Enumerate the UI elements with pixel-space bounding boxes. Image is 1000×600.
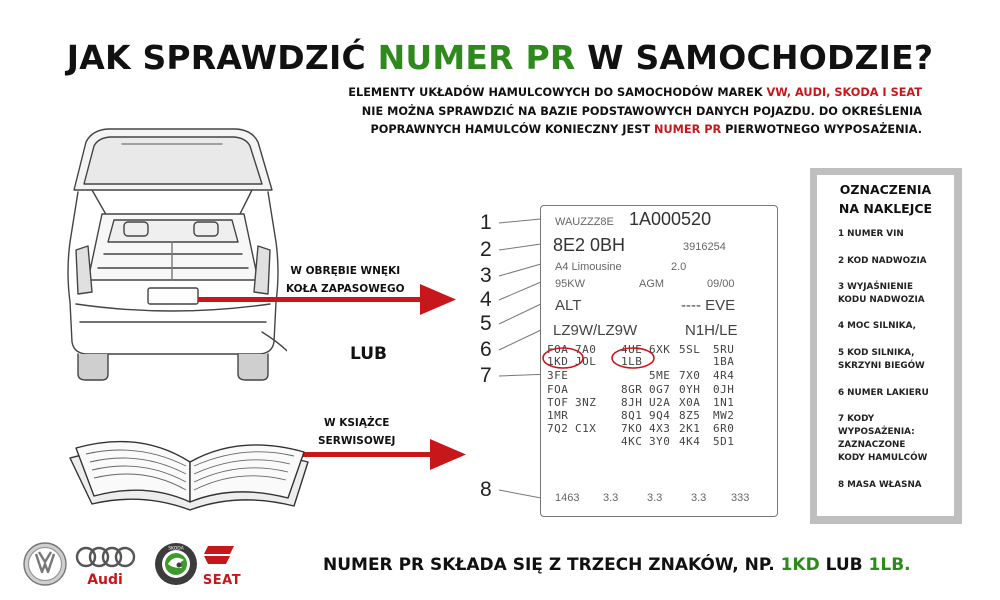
sticker-line-number: 6 — [480, 338, 492, 361]
weight-value: 3.3 — [647, 492, 663, 504]
sticker-color: LZ9W/LZ9W — [553, 322, 638, 339]
legend-item: 8 MASA WŁASNA — [838, 480, 922, 490]
pr-code: 3NZ — [575, 396, 597, 409]
page-title: JAK SPRAWDZIĆ NUMER PR W SAMOCHODZIE? — [66, 38, 934, 77]
pr-code: 5SL — [679, 343, 701, 356]
pr-code: C1X — [575, 422, 597, 435]
legend-item: 1 NUMER VIN — [838, 229, 904, 239]
pr-code: JOL — [575, 355, 597, 368]
pr-code: 8Q1 — [621, 409, 643, 422]
legend-item: SKRZYNI BIEGÓW — [838, 361, 925, 371]
weight-value: 3.3 — [603, 492, 619, 504]
brand-logo-row — [22, 540, 262, 594]
pr-code: 1N1 — [713, 396, 735, 409]
pr-code: 7Q2 — [547, 422, 569, 435]
sticker-desc-right: 2.0 — [671, 261, 687, 273]
legend-item-highlight: ZAZNACZONE — [838, 440, 906, 450]
sticker-paint: ALT — [555, 297, 582, 314]
sticker-vin: 1A000520 — [629, 209, 712, 229]
pr-code: 9Q4 — [649, 409, 671, 422]
vehicle-data-sticker — [540, 205, 778, 517]
sticker-line-number: 5 — [480, 312, 492, 335]
pr-code: X0A — [679, 396, 701, 409]
legend-item: 3 WYJAŚNIENIE — [838, 282, 913, 292]
pr-code: 8Z5 — [679, 409, 701, 422]
pr-code: 4K4 — [679, 435, 701, 448]
pr-code: 6R0 — [713, 422, 735, 435]
pr-code: 1MR — [547, 409, 569, 422]
sticker-color-right: N1H/LE — [685, 322, 738, 339]
audi-wordmark: Audi — [87, 572, 123, 588]
pr-code: 0JH — [713, 383, 735, 396]
weight-value: 3.3 — [691, 492, 707, 504]
pr-code: 8GR — [621, 383, 643, 396]
legend-item: 2 KOD NADWOZIA — [838, 256, 927, 266]
sticker-line-number: 4 — [480, 288, 492, 311]
brake-code-highlight — [541, 206, 779, 518]
red-arrow-icon — [198, 282, 458, 322]
sticker-engine-right: 09/00 — [707, 278, 735, 290]
sticker-line-number: 2 — [480, 238, 492, 261]
pr-code: U2A — [649, 396, 671, 409]
pr-code: 4X3 — [649, 422, 671, 435]
pr-code: 5RU — [713, 343, 735, 356]
callout-service-book: W KSIĄŻCE SERWISOWEJ — [318, 417, 396, 447]
callout-spare-wheel: W OBRĘBIE WNĘKI KOŁA ZAPASOWEGO — [286, 265, 405, 295]
car-rear-illustration — [62, 122, 287, 382]
legend-item: 5 KOD SILNIKA, — [838, 348, 915, 358]
pr-code: 3Y0 — [649, 435, 671, 448]
pr-code: 4KC — [621, 435, 643, 448]
weight-value: 333 — [731, 492, 750, 504]
sticker-engine: 95KW — [555, 278, 585, 290]
legend-item: 7 KODY — [838, 414, 875, 424]
sticker-desc: A4 Limousine — [555, 261, 622, 273]
pr-code: 1KD — [547, 355, 569, 368]
sticker-line-number: 7 — [480, 364, 492, 387]
sticker-vin-prefix: WAUZZZ8E — [555, 216, 614, 228]
weight-value: 1463 — [555, 492, 580, 504]
pr-code: 6XK — [649, 343, 671, 356]
brand-logos — [22, 540, 262, 599]
legend-item: WYPOSAŻENIA: — [838, 427, 915, 437]
vw-logo — [24, 543, 66, 585]
pr-code: 2K1 — [679, 422, 701, 435]
pr-code: 8JH — [621, 396, 643, 409]
seat-wordmark: SEAT — [202, 573, 242, 588]
sticker-gearbox: AGM — [639, 278, 665, 290]
pr-code: 3FE — [547, 369, 569, 382]
legend-item: 6 NUMER LAKIERU — [838, 388, 929, 398]
bottom-statement: NUMER PR SKŁADA SIĘ Z TRZECH ZNAKÓW, NP. 1KD LUB 1LB. — [323, 555, 911, 575]
sticker-paint-right: ---- EVE — [681, 297, 736, 314]
pr-code: MW2 — [713, 409, 735, 422]
legend-item: 4 MOC SILNIKA, — [838, 321, 916, 331]
pr-code: 7A0 — [575, 343, 597, 356]
pr-code: 1LB — [621, 355, 643, 368]
legend-title: OZNACZENIA NA NAKLEJCE — [838, 182, 933, 216]
pr-code: FOA — [547, 343, 569, 356]
audi-logo — [77, 548, 134, 566]
pr-code: 1BA — [713, 355, 735, 368]
skoda-ring-text: SKODA — [168, 546, 184, 552]
pr-code: 0YH — [679, 383, 701, 396]
legend-item: KODY HAMULCÓW — [838, 453, 928, 463]
intro-text: ELEMENTY UKŁADÓW HAMULCOWYCH DO SAMOCHODÓW MAREK VW, AUDI, SKODA I SEAT NIE MOŻNA SPRAWDZIĆ NA BAZIE PODSTAWOWYCH DANYCH POJAZDU. DO OKREŚLENIA POPRAWNYCH HAMULCÓW KONIECZNY JEST NUMER PR PIERWOTNEGO WYPOSAŻENIA. — [348, 86, 922, 136]
pr-code: TOF — [547, 396, 569, 409]
sticker-line-number: 1 — [480, 211, 492, 234]
pr-code: FOA — [547, 383, 569, 396]
sticker-line-number: 3 — [480, 264, 492, 287]
legend-item: KODU NADWOZIA — [838, 295, 925, 305]
sticker-model-code: 8E2 0BH — [553, 235, 626, 255]
pr-code: 0G7 — [649, 383, 671, 396]
open-book-illustration — [62, 418, 312, 518]
pr-code: 7KO — [621, 422, 643, 435]
pr-code: 5ME — [649, 369, 671, 382]
sticker-code-right: 3916254 — [683, 241, 726, 253]
seat-logo — [204, 546, 234, 564]
pr-code: 7X0 — [679, 369, 701, 382]
sticker-line-number: 8 — [480, 478, 492, 501]
pr-code: 4R4 — [713, 369, 735, 382]
or-label: LUB — [350, 344, 387, 364]
pr-code: 5D1 — [713, 435, 735, 448]
pr-code: 4UE — [621, 343, 643, 356]
